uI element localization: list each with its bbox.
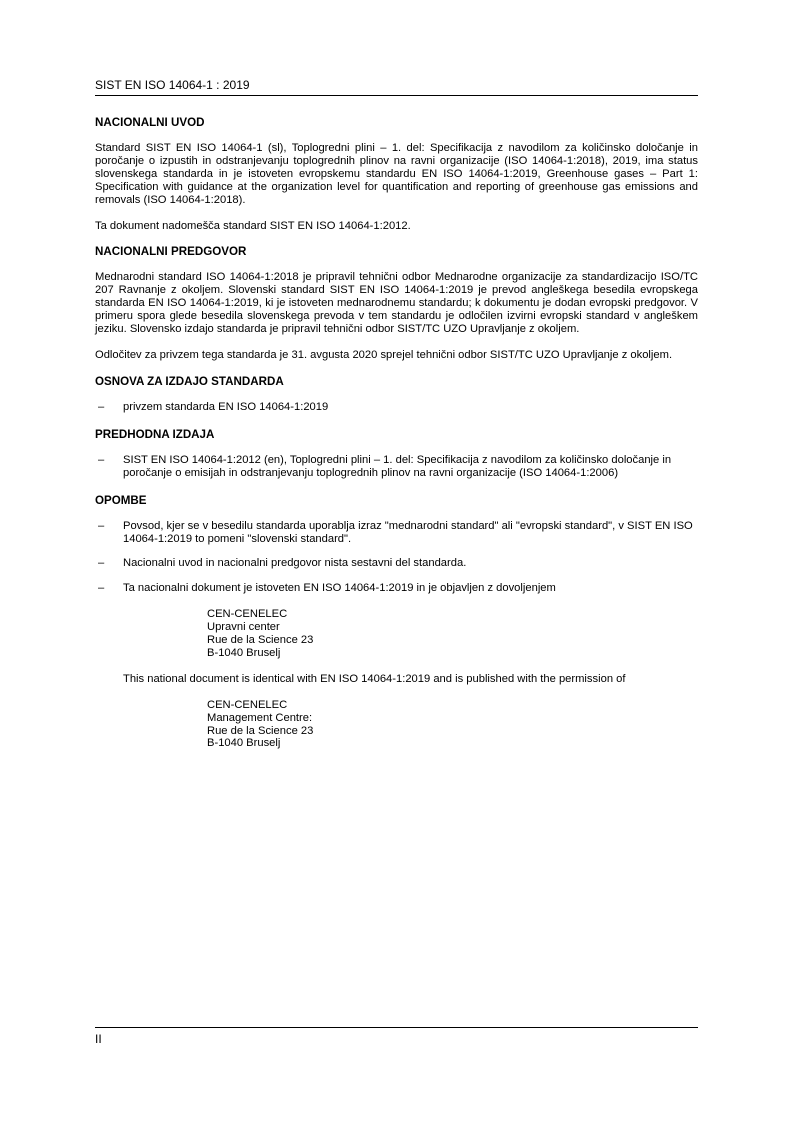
heading-nacionalni-uvod: NACIONALNI UVOD [95, 116, 205, 129]
address-line: CEN-CENELEC [207, 698, 288, 711]
heading-osnova: OSNOVA ZA IZDAJO STANDARDA [95, 374, 284, 388]
list-osnova [95, 401, 698, 414]
header-divider [95, 95, 698, 96]
document-page [95, 0, 698, 1122]
list-item [95, 454, 698, 480]
list-item-text: privzem standarda EN ISO 14064-1:2019 [123, 400, 329, 413]
address-line: Rue de la Science 23 [207, 634, 314, 647]
paragraph-uvod-1: Standard SIST EN ISO 14064-1 (sl), Toplogredni plini – 1. del: Specifikacija z navodilom za količinsko določanje in poročanje o izpustih in odstranjevanju toplogrednih plinov na ravni organizacije (ISO 14064-1:2018), 2019, ima status slovenskega standarda in je istoveten evropskemu standardu EN ISO 14064-1:2019, Greenhouse gases – Part 1: Specification with guidance at the organization level for quantification and reporting of greenhouse gas emissions and removals (ISO 14064-1:2018). [95, 142, 698, 206]
address-line: Upravni center [207, 621, 280, 634]
paragraph-uvod-2: Ta dokument nadomešča standard SIST EN ISO 14064-1:2012. [95, 219, 411, 232]
dash-bullet-icon: – [98, 400, 105, 413]
address-block-sl [207, 608, 698, 660]
address-line: Rue de la Science 23 [207, 724, 314, 737]
list-item [95, 582, 698, 750]
dash-bullet-icon: – [98, 453, 105, 466]
address-line: Management Centre: [207, 711, 313, 724]
list-item-text: Ta nacionalni dokument je istoveten EN ISO 14064-1:2019 in je objavljen z dovoljenjem [123, 582, 556, 595]
address-block-en [207, 699, 698, 751]
heading-predhodna-izdaja: PREDHODNA IZDAJA [95, 427, 215, 441]
paragraph-predgovor-1: Mednarodni standard ISO 14064-1:2018 je pripravil tehnični odbor Mednarodne organizacije za standardizacijo ISO/TC 207 Ravnanje z okoljem. Slovenski standard SIST EN ISO 14064-1:2019 je prevod angleškega besedila evropskega standarda EN ISO 14064-1:2019, ki je istoveten mednarodnemu standardu; k dokumentu je dodan evropski predgovor. V primeru spora glede besedila slovenskega prevoda v tem standardu je odločilen izvirni evropski standard v angleškem jeziku. Slovensko izdajo standarda je pripravil tehnični odbor SIST/TC UZO Upravljanje z okoljem. [95, 271, 698, 336]
document-body [95, 116, 698, 763]
list-item-text: SIST EN ISO 14064-1:2012 (en), Toplogredni plini – 1. del: Specifikacija z navodilom za količinsko določanje in poročanje o emisijah in odstranjevanju toplogrednih plinov na ravni organizacije (ISO 14064-1:2006) [123, 453, 672, 479]
heading-nacionalni-predgovor: NACIONALNI PREDGOVOR [95, 245, 247, 259]
dash-bullet-icon: – [98, 582, 105, 595]
address-line: B-1040 Bruselj [207, 646, 281, 659]
heading-opombe: OPOMBE [95, 493, 147, 507]
footer-divider [95, 1027, 698, 1028]
address-line: CEN-CENELEC [207, 608, 288, 621]
list-predhodna [95, 454, 698, 480]
list-item [95, 401, 698, 414]
list-item [95, 520, 698, 546]
list-item [95, 557, 698, 570]
address-line: B-1040 Bruselj [207, 737, 281, 750]
document-header-title: SIST EN ISO 14064-1 : 2019 [95, 78, 250, 92]
dash-bullet-icon: – [98, 519, 105, 532]
english-permission-note: This national document is identical with EN ISO 14064-1:2019 and is published with the permission of [123, 672, 626, 685]
paragraph-predgovor-2: Odločitev za privzem tega standarda je 31. avgusta 2020 sprejel tehnični odbor SIST/TC UZO Upravljanje z okoljem. [95, 348, 673, 361]
list-item-text: Nacionalni uvod in nacionalni predgovor nista sestavni del standarda. [123, 557, 467, 570]
dash-bullet-icon: – [98, 557, 105, 570]
list-opombe [95, 520, 698, 751]
list-item-text: Povsod, kjer se v besedilu standarda uporablja izraz "mednarodni standard" ali "evropski standard", v SIST EN ISO 14064-1:2019 to pomeni "slovenski standard". [123, 519, 693, 545]
page-number: II [95, 1032, 102, 1046]
